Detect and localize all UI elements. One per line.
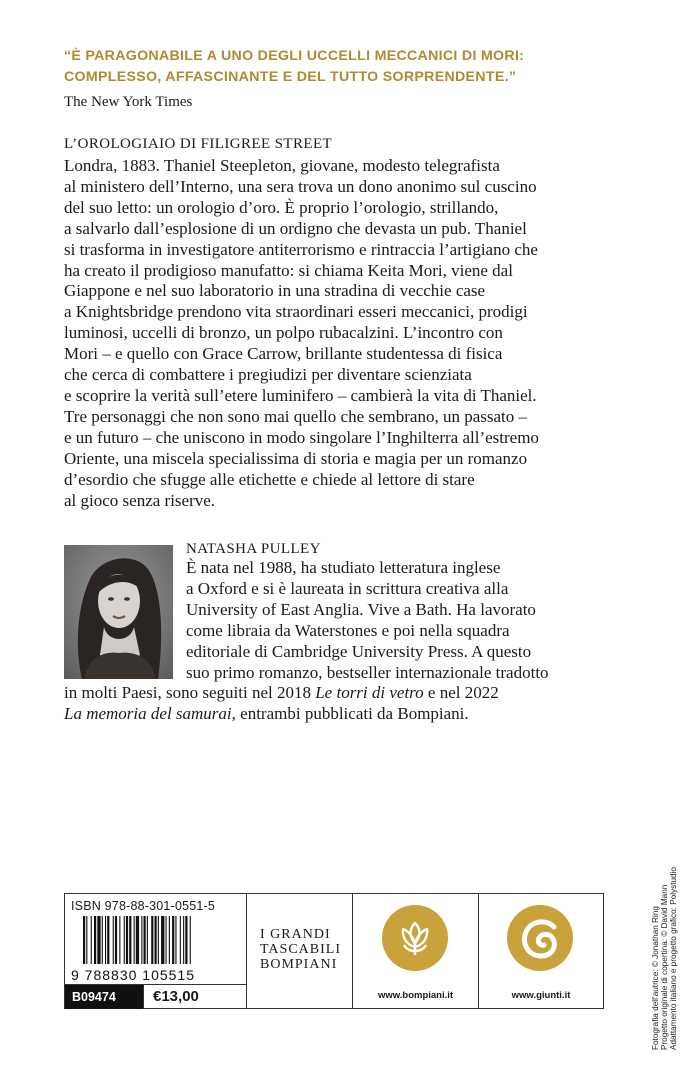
synopsis-line: e scoprire la verità sull’etere luminifero – cambierà la vita di Thaniel. xyxy=(64,385,537,405)
bio-line xyxy=(64,683,684,704)
publisher-url[interactable]: www.bompiani.it xyxy=(377,990,454,1001)
synopsis-line: Tre personaggi che non sono mai quello che sembrano, un passato – xyxy=(64,406,528,426)
bio-line: University of East Anglia. Vive a Bath. Ha lavorato xyxy=(186,599,536,619)
credits xyxy=(651,867,679,1050)
synopsis-line: d’esordio che sfugge alle etichette e chiede al lettore di stare xyxy=(64,469,475,489)
series-line: TASCABILI xyxy=(260,942,341,957)
synopsis-line: si trasforma in investigatore antiterrorismo e rintraccia l’artigiano che xyxy=(64,239,538,259)
bio-text: e nel 2022 xyxy=(423,683,499,703)
press-quote xyxy=(64,46,664,88)
synopsis-line: che cerca di combattere i pregiudizi per diventare scienziata xyxy=(64,365,472,385)
book-title-italic: La memoria del samurai xyxy=(64,704,232,724)
synopsis-line: al gioco senza riserve. xyxy=(64,490,216,510)
bio-line: come libraia da Waterstones e poi nella squadra xyxy=(186,620,510,640)
giunti-spiral-icon xyxy=(507,905,573,971)
quote-source: The New York Times xyxy=(64,94,193,110)
bio-line: editoriale di Cambridge University Press. A questo xyxy=(186,641,532,661)
author-name: NATASHA PULLEY xyxy=(186,541,321,557)
credit-line: Adattamento italiano e progetto grafico: Polystudio xyxy=(669,867,679,1050)
bio-text: in molti Paesi, sono seguiti nel 2018 xyxy=(64,683,316,703)
publisher-giunti xyxy=(479,894,603,1008)
quote-line: COMPLESSO, AFFASCINANTE E DEL TUTTO SORPRENDENTE.” xyxy=(64,69,517,85)
credit-line: Progetto originale di copertina: © David Mann xyxy=(660,884,670,1050)
synopsis-line: Mori – e quello con Grace Carrow, brillante studentessa di fisica xyxy=(64,344,503,364)
series-line: I GRANDI xyxy=(260,927,331,942)
synopsis-line: Giappone e nel suo laboratorio in una stradina di vecchie case xyxy=(64,281,486,301)
back-cover-footer xyxy=(64,893,604,1009)
publisher-url[interactable]: www.giunti.it xyxy=(511,990,571,1001)
barcode-icon xyxy=(71,916,239,984)
synopsis-line: a Knightsbridge prendono vita straordinari esseri meccanici, prodigi xyxy=(64,302,528,322)
bio-line: a Oxford e si è laureata in scrittura creativa alla xyxy=(186,578,509,598)
synopsis-line: ha creato il prodigioso manufatto: si chiama Keita Mori, viene dal xyxy=(64,260,513,280)
bio-line: suo primo romanzo, bestseller internazionale tradotto xyxy=(186,662,549,682)
synopsis-line: Oriente, una miscela specialissima di storia e magia per un romanzo xyxy=(64,448,528,468)
isbn-box xyxy=(65,894,247,1008)
quote-line: “È PARAGONABILE A UNO DEGLI UCCELLI MECCANICI DI MORI: xyxy=(64,48,525,64)
synopsis-line: luminosi, uccelli di bronzo, un polpo rubacalzini. L’incontro con xyxy=(64,323,503,343)
synopsis xyxy=(64,156,684,511)
credit-line: Fotografia dell’autrice: © Jonathan Ring xyxy=(651,906,660,1050)
synopsis-line: e un futuro – che uniscono in modo singolare l’Inghilterra all’estremo xyxy=(64,427,539,447)
synopsis-line: del suo letto: un orologio d’oro. È proprio l’orologio, strillando, xyxy=(64,197,499,217)
series-line: BOMPIANI xyxy=(260,957,338,972)
code-price-row xyxy=(65,984,246,1009)
isbn-label: ISBN 978-88-301-0551-5 xyxy=(71,899,216,913)
series-name xyxy=(260,927,341,972)
synopsis-line: al ministero dell’Interno, una sera trova un dono anonimo sul cuscino xyxy=(64,176,537,196)
barcode-digits: 9 788830 105515 xyxy=(71,967,195,983)
bio-line: È nata nel 1988, ha studiato letteratura inglese xyxy=(186,558,501,577)
book-title: L’OROLOGIAIO DI FILIGREE STREET xyxy=(64,136,333,152)
synopsis-line: Londra, 1883. Thaniel Steepleton, giovane, modesto telegrafista xyxy=(64,156,500,175)
author-bio xyxy=(64,558,684,725)
book-title-italic: Le torri di vetro xyxy=(315,683,424,703)
publisher-bompiani xyxy=(353,894,479,1008)
series-logo xyxy=(246,894,353,1008)
synopsis-line: a salvarlo dall’esplosione di un ordigno che devasta un pub. Thaniel xyxy=(64,218,527,238)
product-code: B09474 xyxy=(65,985,143,1009)
bompiani-flower-icon xyxy=(382,905,448,971)
bio-line xyxy=(64,704,684,725)
price: €13,00 xyxy=(143,985,246,1009)
bio-text: , entrambi pubblicati da Bompiani. xyxy=(231,704,469,724)
